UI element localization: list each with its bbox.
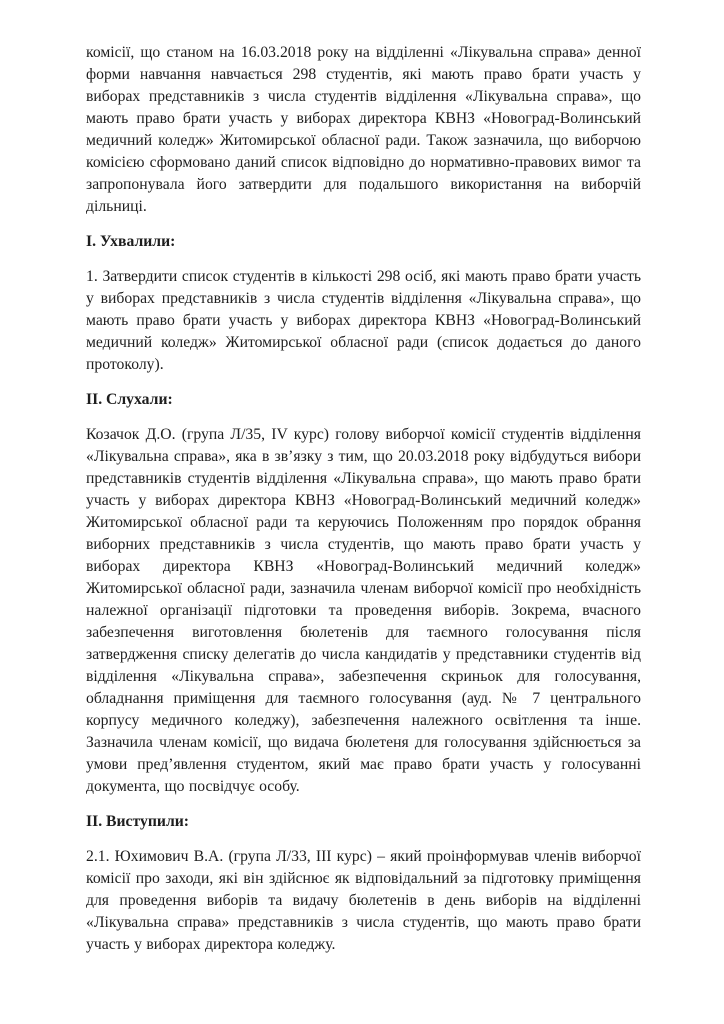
heading-heard: ІІ. Слухали: bbox=[86, 391, 173, 408]
paragraph-spoke-yukhymovych: 2.1. Юхимович В.А. (група Л/33, ІІІ курс) – який проінформував членів виборчої комісії про заходи, які він здійснює як відповідальний за підготовку приміщення для проведення виборів та видачу бюлетенів в день виборів на відділенні «Лікувальна справа» представників з числа студентів, що мають право брати участь у виборах директора коледжу. bbox=[86, 848, 641, 953]
paragraph-heard-kozachok: Козачок Д.О. (група Л/35, IV курс) голову виборчої комісії студентів відділення «Лікувальна справа», яка в зв’язку з тим, що 20.03.2018 року відбудуться вибори представників студентів відділення «Лікувальна справа», що мають право брати участь у виборах директора КВНЗ «Новоград-Волинський медичний коледж» Житомирської обласної ради та керуючись Положенням про порядок обрання виборних представників з числа студентів, що мають право брати участь у виборах директора КВНЗ «Новоград-Волинський медичний коледж» Житомирської обласної ради, зазначила членам виборчої комісії про необхідність належної організації підготовки та проведення виборів. Зокрема, вчасного забезпечення виготовлення бюлетенів для таємного голосування після затвердження списку делегатів до числа кандидатів у представники студентів від відділення «Лікувальна справа», забезпечення скриньок для голосування, обладнання приміщення для таємного голосування (ауд. № 7 центрального корпусу медичного коледжу), забезпечення належного освітлення та інше. Зазначила членам комісії, що видача бюлетеня для голосування здійснюється за умови пред’явлення студентом, який має право брати участь у голосуванні документа, що посвідчує особу. bbox=[86, 426, 641, 795]
paragraph-resolution-item-1: 1. Затвердити список студентів в кількості 298 осіб, які мають право брати участь у виборах представників з числа студентів відділення «Лікувальна справа», що мають право брати участь у виборах директора КВНЗ «Новоград-Волинський медичний коледж» Житомирської обласної ради (список додається до даного протоколу). bbox=[86, 268, 641, 373]
paragraph-commission-report: комісії, що станом на 16.03.2018 року на відділенні «Лікувальна справа» денної форми навчання навчається 298 студентів, які мають право брати участь у виборах представників з числа студентів відділення «Лікувальна справа», що мають право брати участь у виборах директора КВНЗ «Новоград-Волинський медичний коледж» Житомирської обласної ради. Також зазначила, що виборчою комісією сформовано даний список відповідно до нормативно-правових вимог та запропонувала його затвердити для подальшого використання на виборчій дільниці. bbox=[86, 44, 641, 215]
heading-spoke: ІІ. Виступили: bbox=[86, 813, 190, 830]
heading-resolved: І. Ухвалили: bbox=[86, 233, 176, 250]
